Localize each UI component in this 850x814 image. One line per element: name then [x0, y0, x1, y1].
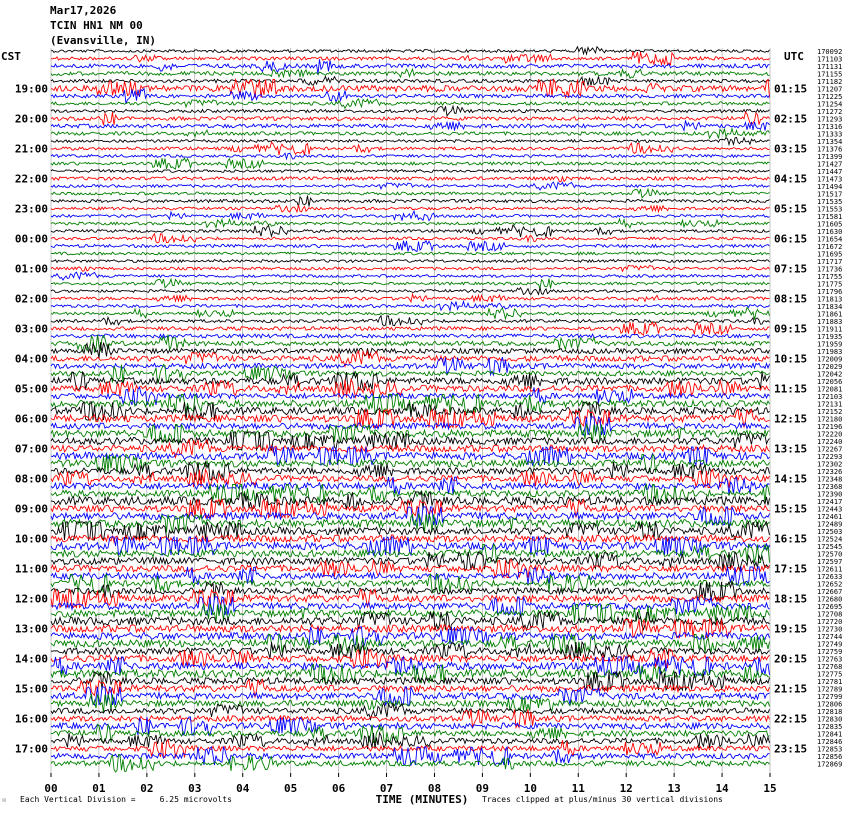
trace-row: [51, 47, 770, 54]
row-label: 172749: [817, 640, 843, 649]
right-row-labels: [817, 48, 842, 769]
trace-row: [51, 252, 770, 255]
x-tick-label: 02: [140, 782, 154, 795]
left-hour-label: 17:00: [14, 742, 48, 756]
row-label: 171911: [817, 325, 843, 334]
trace-row: [51, 308, 770, 320]
row-label: 172348: [817, 475, 843, 484]
x-tick-label: 06: [331, 782, 346, 795]
left-hour-label: 16:00: [14, 712, 48, 726]
trace-row: [51, 234, 770, 243]
left-hour-label: 00:00: [14, 232, 48, 246]
right-timezone-label: UTC: [784, 50, 804, 63]
trace-row: [51, 170, 770, 173]
row-label: 172103: [817, 393, 843, 401]
row-label: 171103: [817, 55, 843, 64]
trace-row: [51, 272, 770, 280]
row-label: 171376: [817, 145, 843, 154]
left-hour-label: 22:00: [14, 172, 48, 186]
left-hour-label: 05:00: [14, 382, 48, 396]
row-label: 172789: [817, 685, 843, 694]
row-label: 172806: [817, 700, 843, 709]
trace-row: [51, 316, 770, 326]
row-label: 171254: [817, 100, 843, 109]
right-hour-label: 16:15: [774, 532, 808, 546]
trace-row: [51, 129, 770, 139]
row-label: 171717: [817, 258, 843, 266]
row-label: 172196: [817, 423, 843, 431]
row-label: 170092: [817, 48, 843, 56]
row-label: 171775: [817, 280, 843, 289]
trace-row: [51, 288, 770, 295]
row-label: 171354: [817, 138, 843, 146]
right-hour-label: 14:15: [774, 472, 808, 486]
trace-row: [51, 52, 770, 65]
row-label: 172720: [817, 618, 843, 626]
trace-row: [51, 106, 770, 116]
right-hour-label: 15:15: [774, 502, 808, 516]
row-label: 172042: [817, 370, 843, 379]
seismic-traces: [51, 47, 770, 772]
row-label: 172869: [817, 760, 843, 769]
row-label: 172180: [817, 415, 843, 424]
row-label: 171155: [817, 70, 843, 79]
x-tick-label: 13: [667, 782, 681, 795]
trace-row: [51, 225, 770, 237]
scale-note: Each Vertical Division = 6.25 microvolts: [20, 795, 232, 804]
row-label: 172029: [817, 363, 843, 371]
trace-row: [51, 99, 770, 108]
row-label: 171883: [817, 318, 843, 326]
trace-row: [51, 142, 770, 155]
row-label: 172652: [817, 580, 843, 589]
row-label: 172009: [817, 355, 843, 364]
row-label: 172240: [817, 438, 843, 446]
trace-row: [51, 59, 770, 74]
row-label: 171672: [817, 243, 843, 251]
x-tick-label: 07: [379, 782, 394, 795]
right-hour-label: 12:15: [774, 412, 808, 426]
row-label: 171182: [817, 78, 843, 86]
row-label: 171207: [817, 85, 843, 94]
trace-row: [51, 515, 770, 533]
row-label: 172293: [817, 453, 843, 461]
row-label: 172417: [817, 498, 843, 506]
trace-row: [51, 137, 770, 144]
row-label: 172302: [817, 460, 843, 469]
row-label: 172708: [817, 610, 843, 619]
trace-row: [51, 279, 770, 289]
row-label: 171861: [817, 310, 843, 319]
x-tick-label: 01: [92, 782, 106, 795]
x-tick-label: 09: [475, 782, 490, 795]
left-hour-label: 01:00: [14, 262, 48, 276]
station-location: (Evansville, IN): [50, 34, 156, 47]
right-hour-label: 18:15: [774, 592, 808, 606]
trace-row: [51, 158, 770, 169]
row-label: 171935: [817, 333, 843, 341]
right-hour-label: 13:15: [774, 442, 808, 456]
row-label: 171225: [817, 93, 843, 101]
right-hour-label: 21:15: [774, 682, 808, 696]
row-label: 172768: [817, 663, 843, 671]
right-hour-label: 06:15: [774, 232, 808, 246]
row-label: 172830: [817, 715, 843, 724]
x-axis-ticks: [44, 773, 776, 795]
trace-row: [51, 205, 770, 212]
trace-row: [51, 219, 770, 228]
clip-note: Traces clipped at plus/minus 30 vertical divisions: [482, 795, 723, 804]
row-label: 172781: [817, 678, 843, 686]
row-label: 171983: [817, 348, 843, 356]
right-hour-label: 10:15: [774, 352, 808, 366]
trace-row: [51, 302, 770, 311]
trace-row: [51, 177, 770, 182]
row-label: 171796: [817, 288, 843, 296]
left-hour-label: 21:00: [14, 142, 48, 156]
row-label: 171131: [817, 63, 843, 71]
row-label: 171399: [817, 153, 843, 161]
row-label: 171959: [817, 340, 843, 349]
trace-row: [51, 294, 770, 302]
row-label: 172846: [817, 738, 843, 746]
row-label: 172763: [817, 655, 843, 664]
trace-row: [51, 196, 770, 207]
row-label: 172131: [817, 400, 843, 409]
right-hour-label: 17:15: [774, 562, 808, 576]
row-label: 172570: [817, 550, 843, 559]
row-label: 171494: [817, 183, 843, 191]
left-hour-label: 04:00: [14, 352, 48, 366]
trace-row: [51, 582, 770, 600]
left-hour-label: 06:00: [14, 412, 48, 426]
right-hour-label: 20:15: [774, 652, 808, 666]
x-tick-label: 14: [715, 782, 729, 795]
row-label: 172152: [817, 408, 843, 416]
x-tick-label: 15: [763, 782, 777, 795]
x-tick-label: 05: [284, 782, 298, 795]
row-label: 172081: [817, 385, 843, 394]
row-label: 172695: [817, 603, 843, 611]
right-hour-label: 09:15: [774, 322, 808, 336]
row-label: 172799: [817, 693, 843, 701]
trace-row: [51, 755, 770, 772]
trace-row: [51, 76, 770, 85]
right-hour-label: 11:15: [774, 382, 808, 396]
x-tick-label: 00: [44, 782, 58, 795]
row-label: 172524: [817, 535, 843, 544]
row-label: 172220: [817, 430, 843, 439]
row-label: 172744: [817, 633, 843, 641]
corner-mark: ☉: [2, 796, 7, 804]
left-timezone-label: CST: [1, 50, 21, 63]
trace-row: [51, 211, 770, 221]
row-label: 172818: [817, 708, 843, 716]
left-hour-label: 09:00: [14, 502, 48, 516]
row-label: 172853: [817, 745, 843, 754]
row-label: 172759: [817, 648, 843, 656]
station-code: TCIN HN1 NM 00: [50, 19, 143, 32]
row-label: 172835: [817, 723, 843, 731]
right-hour-label: 23:15: [774, 742, 808, 756]
x-axis-title: TIME (MINUTES): [375, 793, 469, 806]
row-label: 171695: [817, 250, 843, 259]
row-label: 171535: [817, 198, 843, 206]
left-hour-label: 07:00: [14, 442, 48, 456]
trace-row: [51, 69, 770, 78]
row-label: 171272: [817, 108, 843, 116]
row-label: 171630: [817, 228, 843, 236]
right-hour-label: 02:15: [774, 112, 808, 126]
row-label: 171293: [817, 115, 843, 124]
left-hour-label: 03:00: [14, 322, 48, 336]
trace-row: [51, 552, 770, 570]
row-label: 171447: [817, 168, 843, 176]
right-hour-label: 22:15: [774, 712, 808, 726]
left-hour-label: 14:00: [14, 652, 48, 666]
x-tick-label: 10: [523, 782, 537, 795]
row-label: 172461: [817, 513, 843, 521]
row-label: 172775: [817, 670, 843, 679]
trace-row: [51, 89, 770, 104]
row-label: 171333: [817, 130, 843, 139]
row-label: 172443: [817, 505, 843, 514]
trace-row: [51, 535, 770, 542]
left-hour-label: 12:00: [14, 592, 48, 606]
left-hour-label: 19:00: [14, 82, 48, 96]
row-label: 171473: [817, 175, 843, 184]
left-hour-label: 23:00: [14, 202, 48, 216]
row-label: 171813: [817, 295, 843, 304]
row-label: 172611: [817, 565, 843, 574]
left-hour-label: 08:00: [14, 472, 48, 486]
row-label: 171553: [817, 205, 843, 214]
row-label: 171427: [817, 160, 843, 169]
right-hour-label: 07:15: [774, 262, 808, 276]
row-label: 171517: [817, 190, 843, 199]
trace-row: [51, 153, 770, 159]
right-hour-label: 04:15: [774, 172, 808, 186]
left-hour-label: 15:00: [14, 682, 48, 696]
row-label: 172841: [817, 730, 843, 739]
trace-row: [51, 120, 770, 130]
right-hour-label: 08:15: [774, 292, 808, 306]
x-tick-label: 04: [236, 782, 250, 795]
left-hour-label: 13:00: [14, 622, 48, 636]
chart-date: Mar17,2026: [50, 4, 117, 17]
trace-row: [51, 189, 770, 198]
row-label: 171736: [817, 265, 843, 274]
right-hour-label: 05:15: [774, 202, 808, 216]
row-label: 172489: [817, 520, 843, 529]
right-hour-labels: [774, 83, 807, 756]
row-label: 172056: [817, 378, 843, 386]
row-label: 171755: [817, 273, 843, 281]
row-label: 172667: [817, 588, 843, 596]
row-label: 172633: [817, 573, 843, 581]
row-label: 172730: [817, 625, 843, 634]
x-tick-label: 03: [188, 782, 202, 795]
trace-row: [51, 334, 770, 338]
x-tick-label: 11: [571, 782, 585, 795]
x-tick-label: 08: [427, 782, 442, 795]
right-hour-label: 01:15: [774, 82, 808, 96]
x-tick-label: 12: [619, 782, 633, 795]
left-hour-labels: [15, 83, 48, 756]
row-label: 172597: [817, 558, 843, 566]
trace-row: [51, 260, 770, 263]
row-label: 171581: [817, 213, 843, 221]
row-label: 171605: [817, 220, 843, 229]
row-label: 172545: [817, 543, 843, 551]
trace-row: [51, 182, 770, 190]
row-label: 171316: [817, 123, 843, 131]
left-hour-label: 10:00: [14, 532, 48, 546]
right-hour-label: 19:15: [774, 622, 808, 636]
row-label: 172368: [817, 483, 843, 491]
trace-row: [51, 112, 770, 125]
row-label: 172390: [817, 490, 843, 499]
row-label: 172680: [817, 595, 843, 604]
trace-row: [51, 322, 770, 335]
left-hour-label: 20:00: [14, 112, 48, 126]
row-label: 171834: [817, 303, 843, 311]
trace-row: [51, 265, 770, 271]
row-label: 172856: [817, 753, 843, 761]
left-hour-label: 11:00: [14, 562, 48, 576]
right-hour-label: 03:15: [774, 142, 808, 156]
row-label: 172503: [817, 528, 843, 536]
left-hour-label: 02:00: [14, 292, 48, 306]
row-label: 172326: [817, 468, 843, 476]
row-label: 172267: [817, 445, 843, 454]
row-label: 171654: [817, 235, 843, 244]
